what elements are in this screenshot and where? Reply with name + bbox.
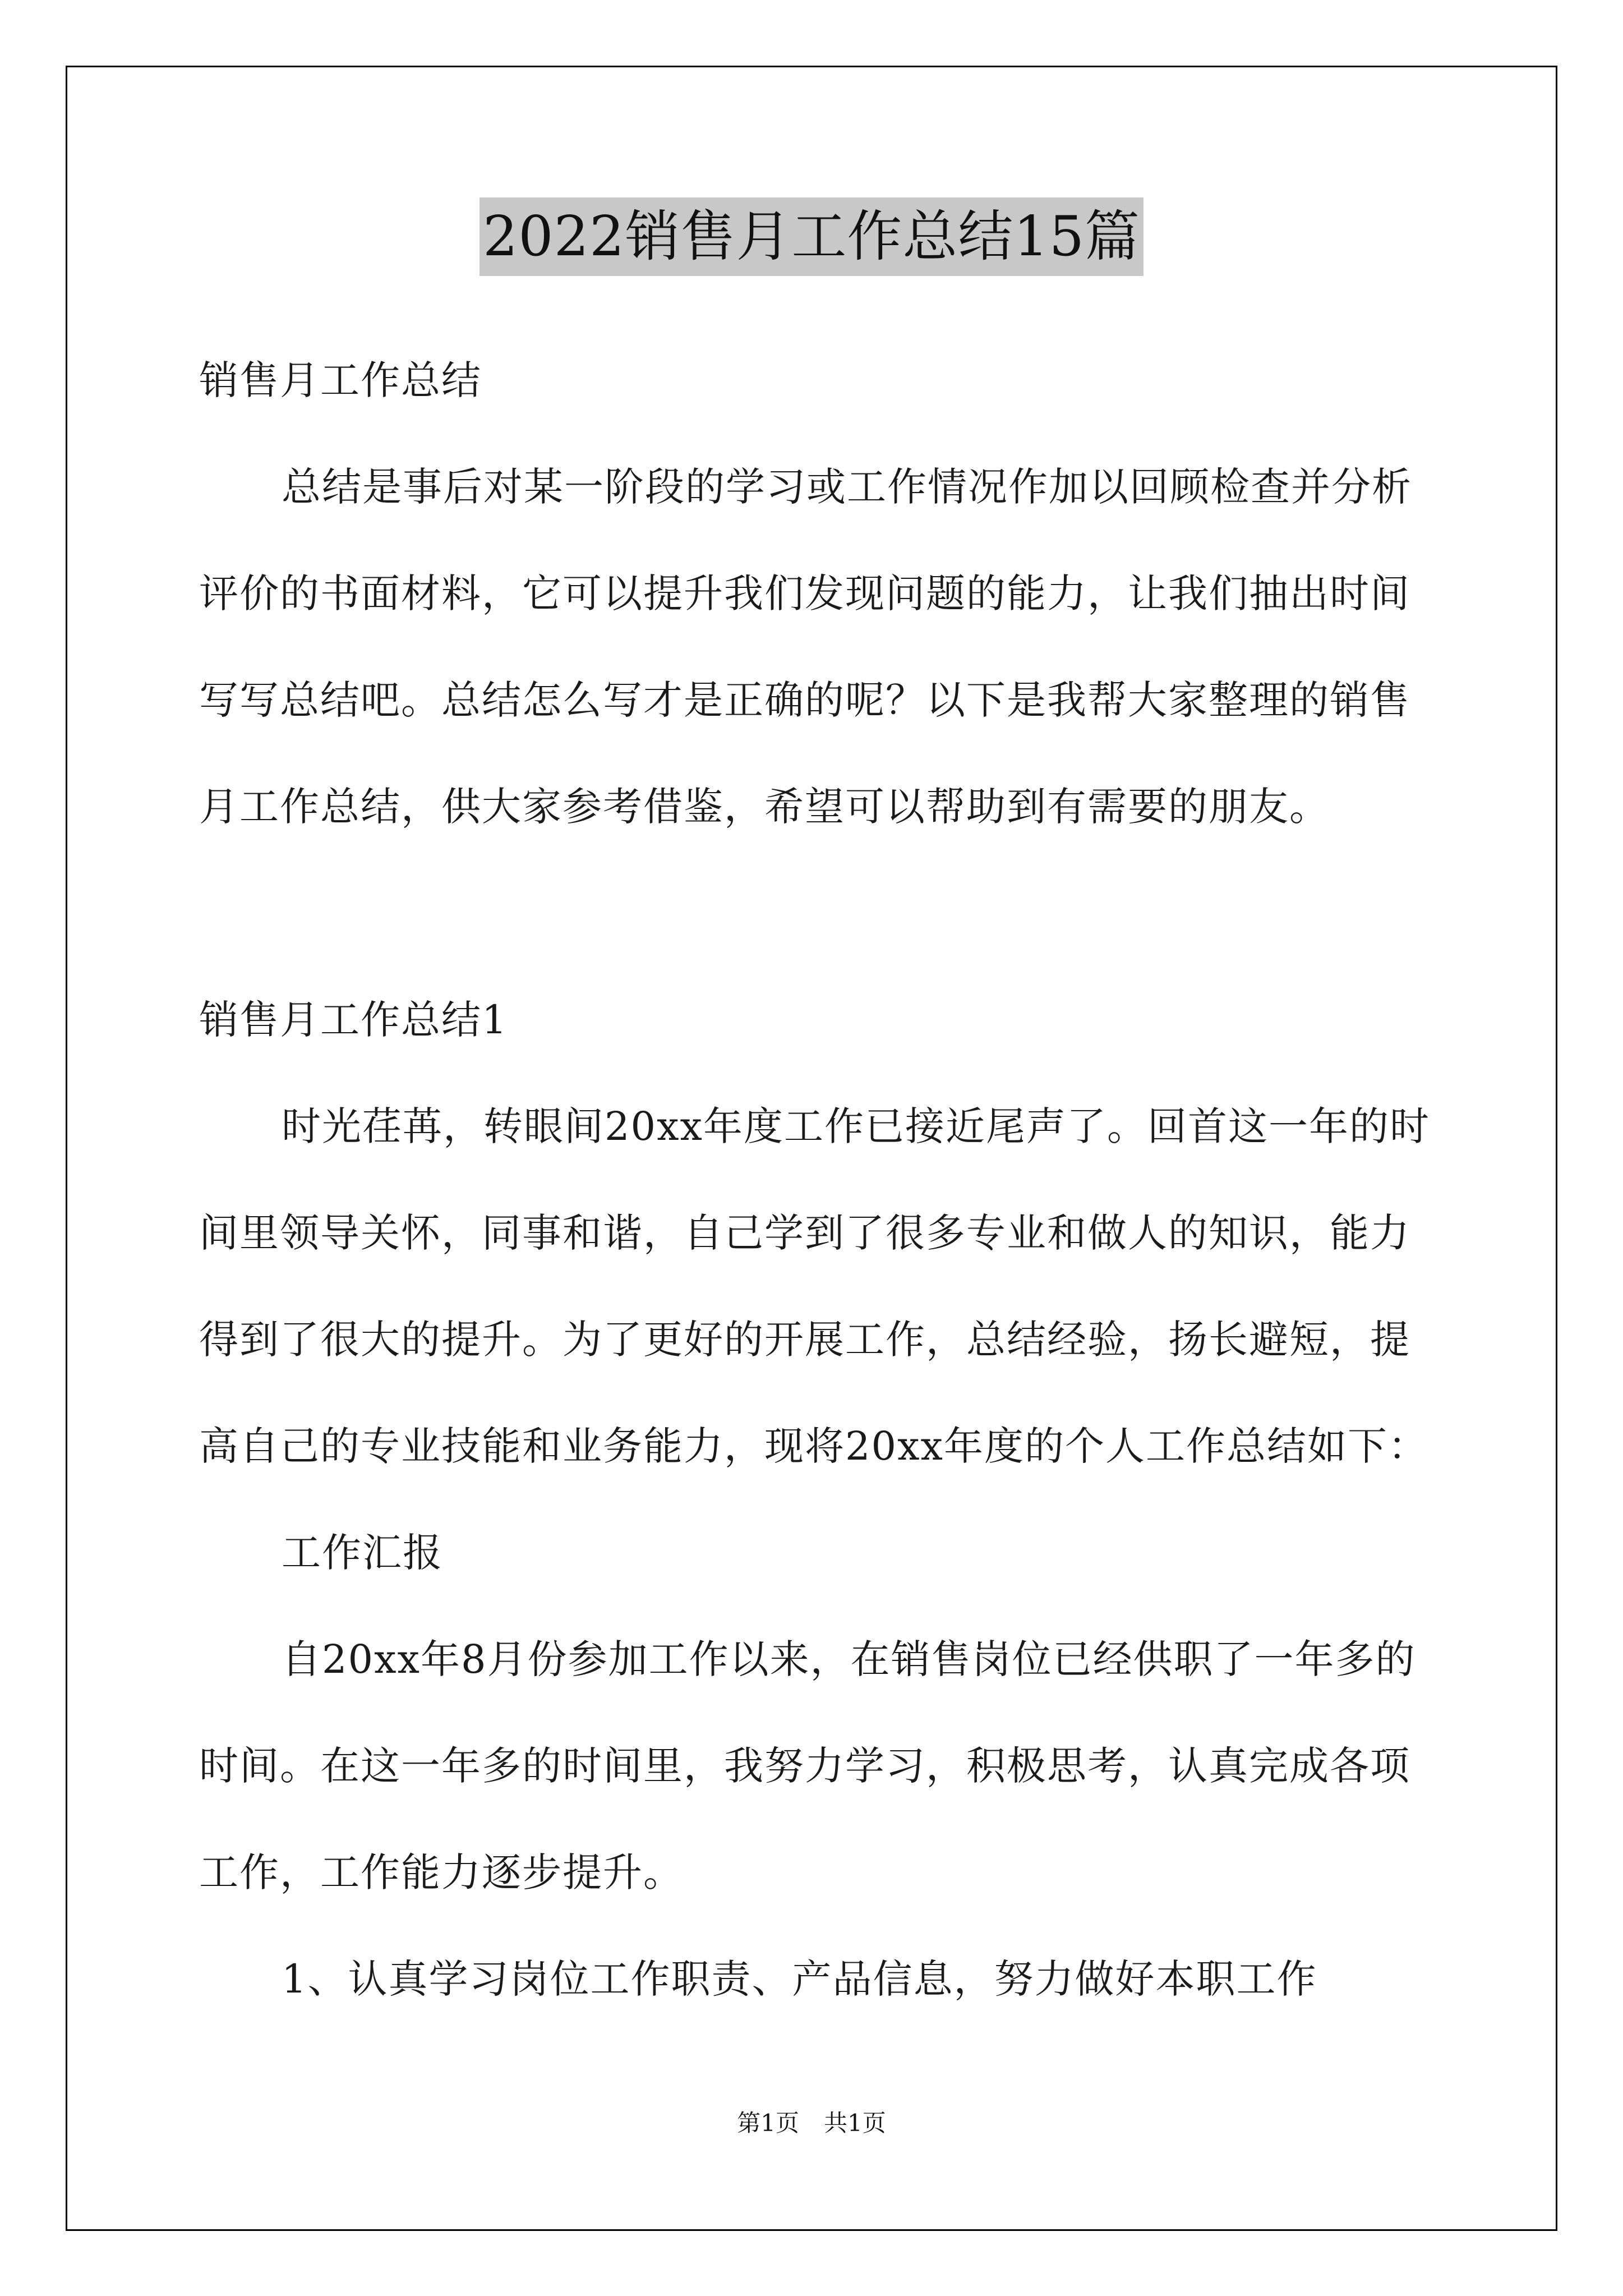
paragraph-line: 评价的书面材料，它可以提升我们发现问题的能力，让我们抽出时间 [199,570,1410,616]
paragraph-line: 得到了很大的提升。为了更好的开展工作，总结经验，扬长避短，提 [199,1317,1410,1363]
paragraph-line: 时光荏苒，转眼间20xx年度工作已接近尾声了。回首这一年的时 [282,1103,1431,1149]
paragraph-line: 工作，工作能力逐步提升。 [199,1849,684,1895]
paragraph-line: 自20xx年8月份参加工作以来，在销售岗位已经供职了一年多的 [282,1636,1416,1682]
paragraph-line: 高自己的专业技能和业务能力，现将20xx年度的个人工作总结如下： [199,1423,1429,1469]
paragraph-line: 时间。在这一年多的时间里，我努力学习，积极思考，认真完成各项 [199,1743,1410,1789]
page-footer [0,2106,1623,2140]
paragraph-line: 总结是事后对某一阶段的学习或工作情况作加以回顾检查并分析 [282,464,1412,510]
page-total: 共1页 [824,2109,886,2137]
title-container [0,197,1623,276]
page-number: 第1页 [737,2109,799,2137]
paragraph-line: 写写总结吧。总结怎么写才是正确的呢？以下是我帮大家整理的销售 [199,677,1410,723]
document-title: 2022销售月工作总结15篇 [479,197,1144,276]
subheading: 工作汇报 [282,1530,443,1576]
paragraph-line: 月工作总结，供大家参考借鉴，希望可以帮助到有需要的朋友。 [199,784,1330,830]
list-item: 1、认真学习岗位工作职责、产品信息，努力做好本职工作 [282,1956,1317,2002]
paragraph-line: 间里领导关怀，同事和谐，自己学到了很多专业和做人的知识，能力 [199,1210,1410,1256]
section-heading: 销售月工作总结 [199,357,482,403]
section-heading: 销售月工作总结1 [199,997,508,1043]
